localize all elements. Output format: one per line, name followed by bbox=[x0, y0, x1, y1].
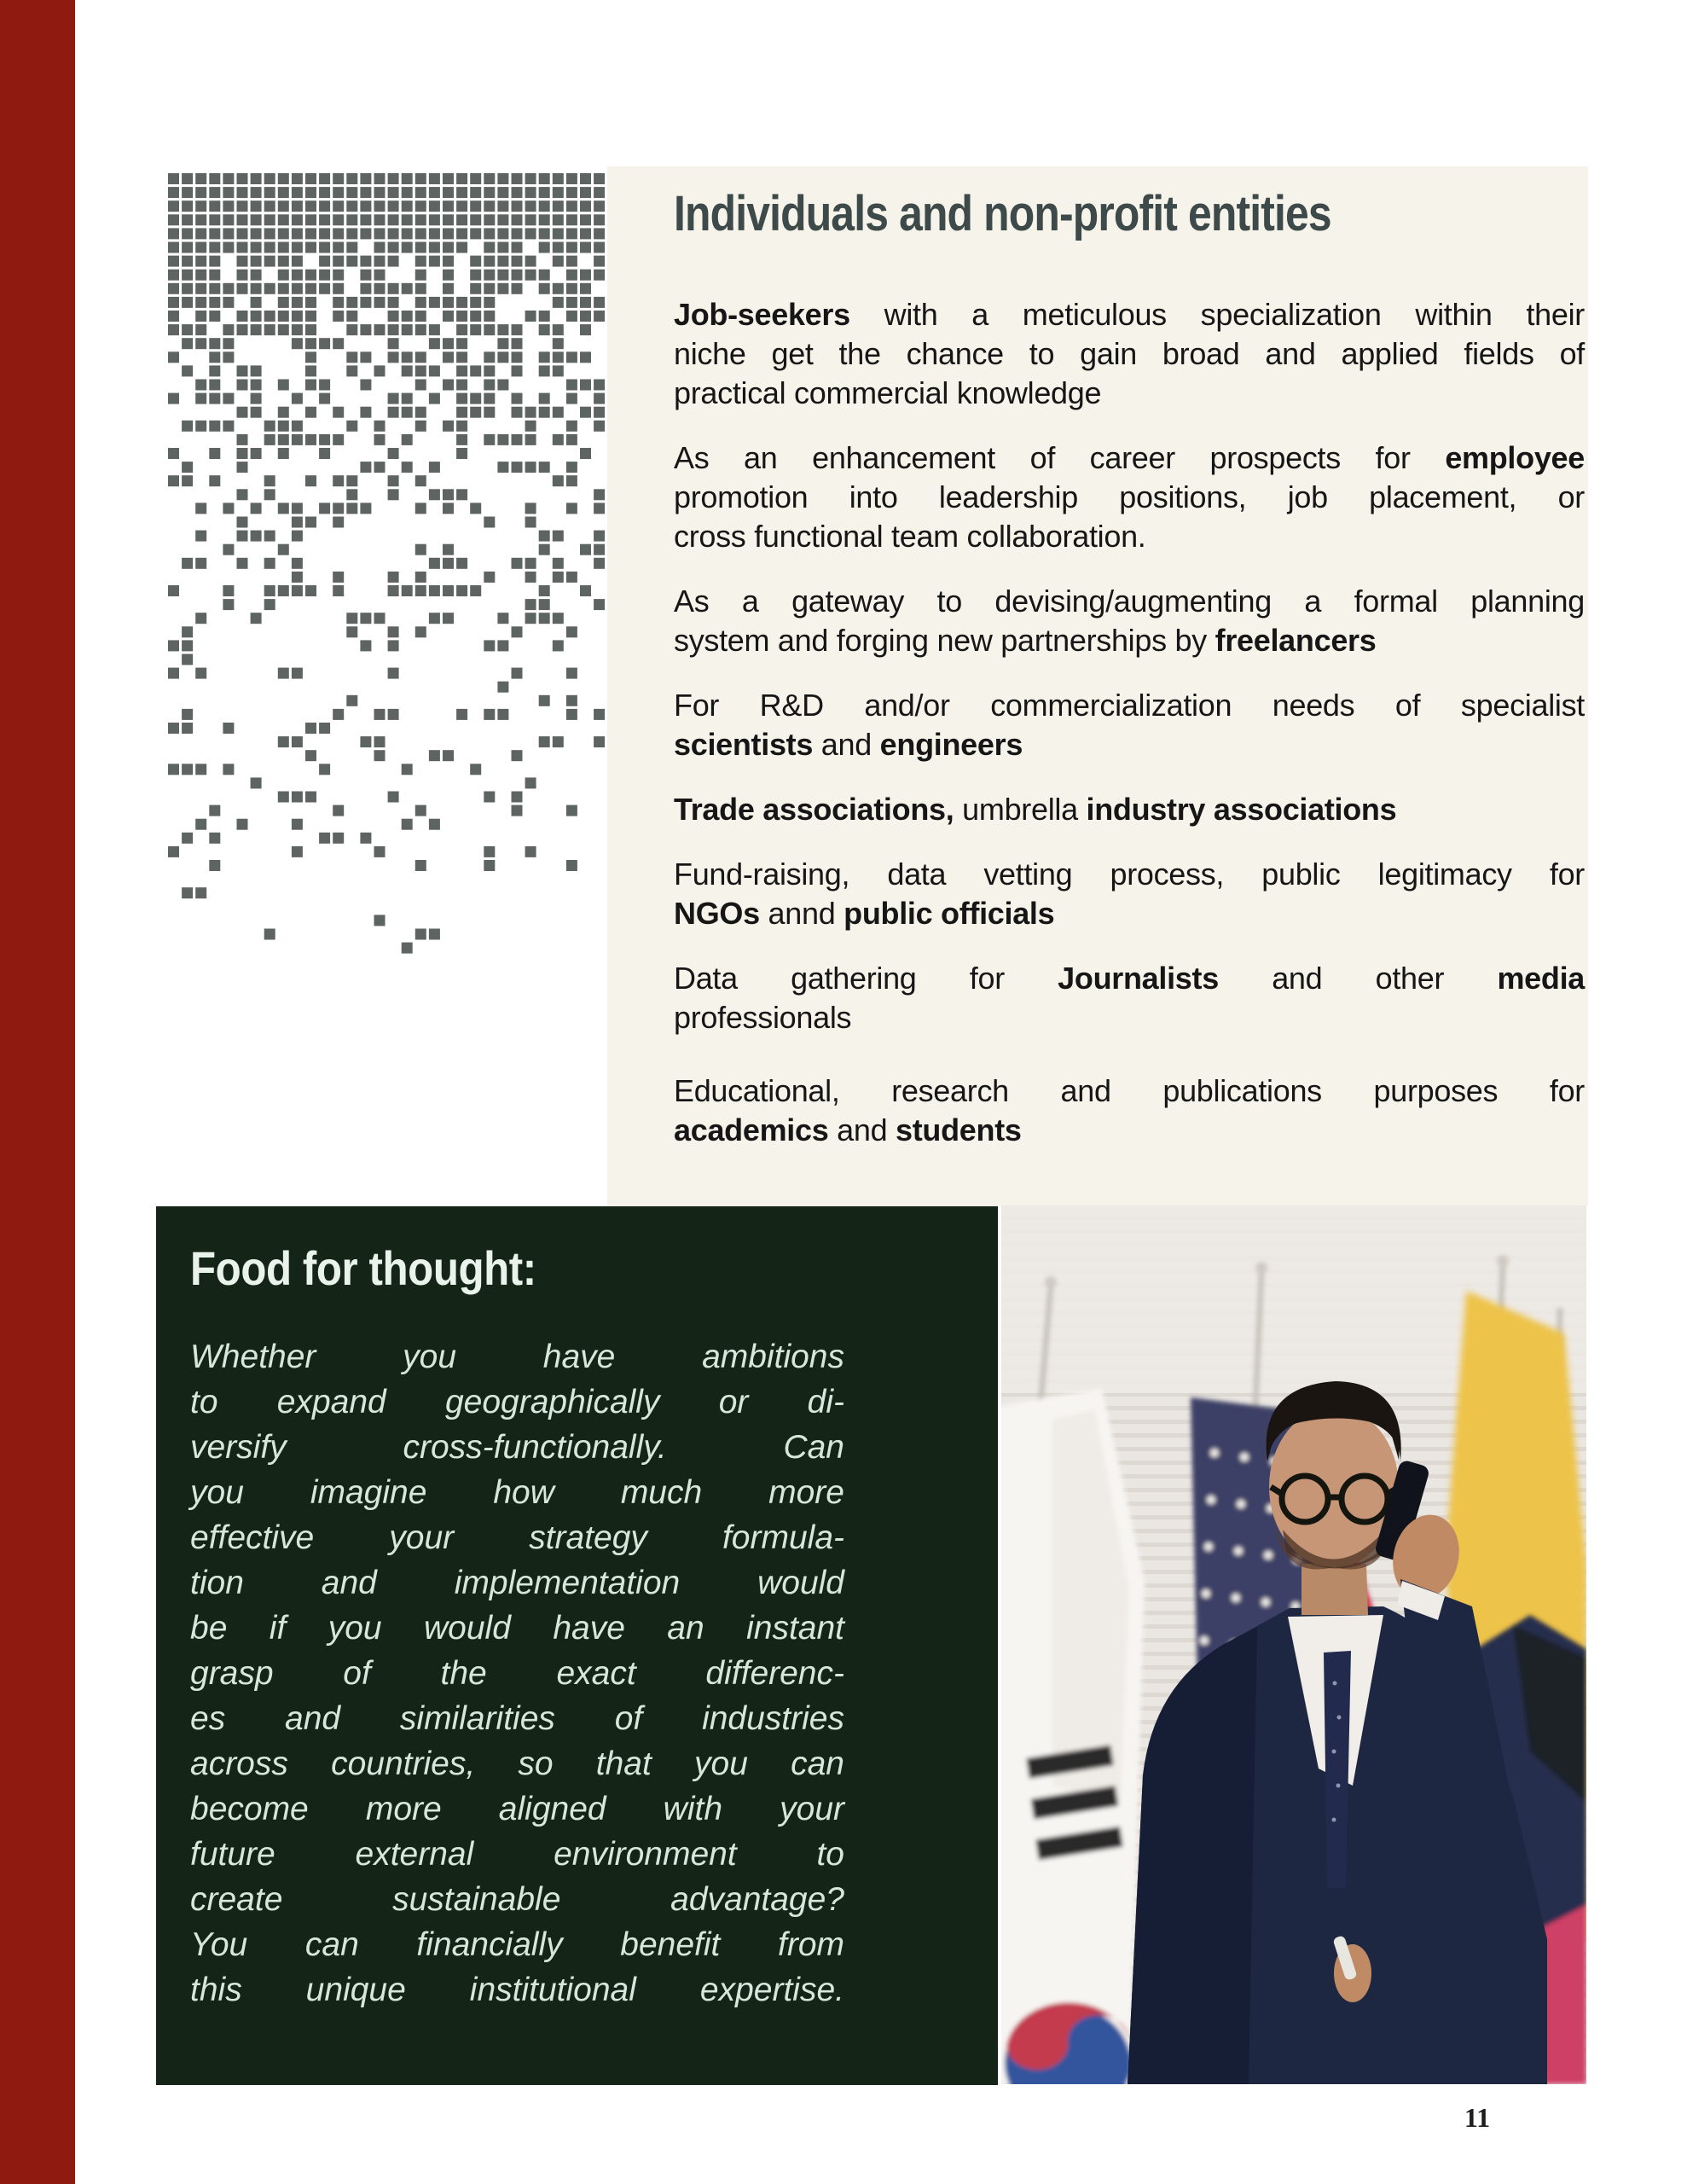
thought-text-line: effective your strategy formula- bbox=[190, 1519, 844, 1556]
thought-text-line: Whether you have ambitions bbox=[190, 1339, 844, 1375]
thought-text-line: tion and implementation would bbox=[190, 1565, 844, 1601]
flag-south-korea bbox=[1001, 1389, 1145, 2084]
body-text-line: practical commercial knowledge bbox=[674, 375, 1102, 410]
body-text-line: promotion into leadership positions, job placement, or bbox=[674, 479, 1585, 514]
thought-text-line: to expand geographically or di- bbox=[190, 1384, 844, 1420]
body-paragraph bbox=[674, 295, 1585, 413]
thought-text-line: grasp of the exact differenc- bbox=[190, 1655, 844, 1692]
thought-text-line: versify cross-functionally. Can bbox=[190, 1429, 844, 1466]
body-text-line: For R&D and/or commercialization needs of specialist bbox=[674, 688, 1585, 723]
food-for-thought-box bbox=[156, 1206, 998, 2085]
body-text-line: As an enhancement of career prospects for employee bbox=[674, 440, 1585, 475]
thought-text-line: this unique institutional expertise. bbox=[190, 1972, 844, 2008]
thought-text-line: be if you would have an instant bbox=[190, 1610, 844, 1647]
body-text-line: Trade associations, umbrella industry associations bbox=[674, 792, 1397, 827]
thought-title: Food for thought: bbox=[190, 1241, 536, 1295]
body-paragraph bbox=[674, 790, 1585, 829]
thought-text-line: es and similarities of industries bbox=[190, 1700, 844, 1737]
body-text-line: system and forging new partnerships by freelancers bbox=[674, 623, 1377, 658]
thought-text-line: future external environment to bbox=[190, 1836, 844, 1873]
body-text-line: cross functional team collaboration. bbox=[674, 519, 1146, 554]
body-text-line: Job-seekers with a meticulous specialization within their bbox=[674, 297, 1585, 332]
body-paragraph bbox=[674, 582, 1585, 660]
body-text-line: Fund-raising, data vetting process, public legitimacy for bbox=[674, 857, 1585, 892]
photo-businessman-with-flags bbox=[1001, 1205, 1586, 2084]
body-text-line: academics and students bbox=[674, 1112, 1022, 1147]
body-paragraph bbox=[674, 1072, 1585, 1150]
body-paragraph bbox=[674, 439, 1585, 556]
article-section bbox=[674, 186, 1585, 1176]
body-paragraph bbox=[674, 855, 1585, 933]
thought-text-line: create sustainable advantage? bbox=[190, 1881, 844, 1918]
body-paragraph bbox=[674, 959, 1585, 1037]
body-text-line: As a gateway to devising/augmenting a formal planning bbox=[674, 584, 1585, 619]
body-text-line: scientists and engineers bbox=[674, 727, 1023, 762]
pixel-dissolve-graphic bbox=[168, 173, 607, 954]
thought-text-line: you imagine how much more bbox=[190, 1474, 844, 1511]
page-title: Individuals and non-profit entities bbox=[674, 186, 1331, 241]
body-text-line: Educational, research and publications purposes for bbox=[674, 1073, 1585, 1108]
body-text-line: Data gathering for Journalists and other media bbox=[674, 961, 1585, 996]
body-paragraphs bbox=[674, 295, 1585, 1150]
body-text-line: professionals bbox=[674, 1000, 852, 1035]
page-number: 11 bbox=[1464, 2102, 1491, 2133]
body-paragraph bbox=[674, 686, 1585, 764]
left-accent-stripe bbox=[0, 0, 75, 2184]
body-text-line: NGOs annd public officials bbox=[674, 896, 1055, 931]
thought-text-line: across countries, so that you can bbox=[190, 1745, 844, 1782]
neck bbox=[1301, 1564, 1368, 1615]
thought-text-line: You can financially benefit from bbox=[190, 1926, 844, 1963]
thought-paragraph bbox=[190, 1334, 844, 2013]
body-text-line: niche get the chance to gain broad and applied fields of bbox=[674, 336, 1585, 371]
thought-text-line: become more aligned with your bbox=[190, 1791, 844, 1827]
